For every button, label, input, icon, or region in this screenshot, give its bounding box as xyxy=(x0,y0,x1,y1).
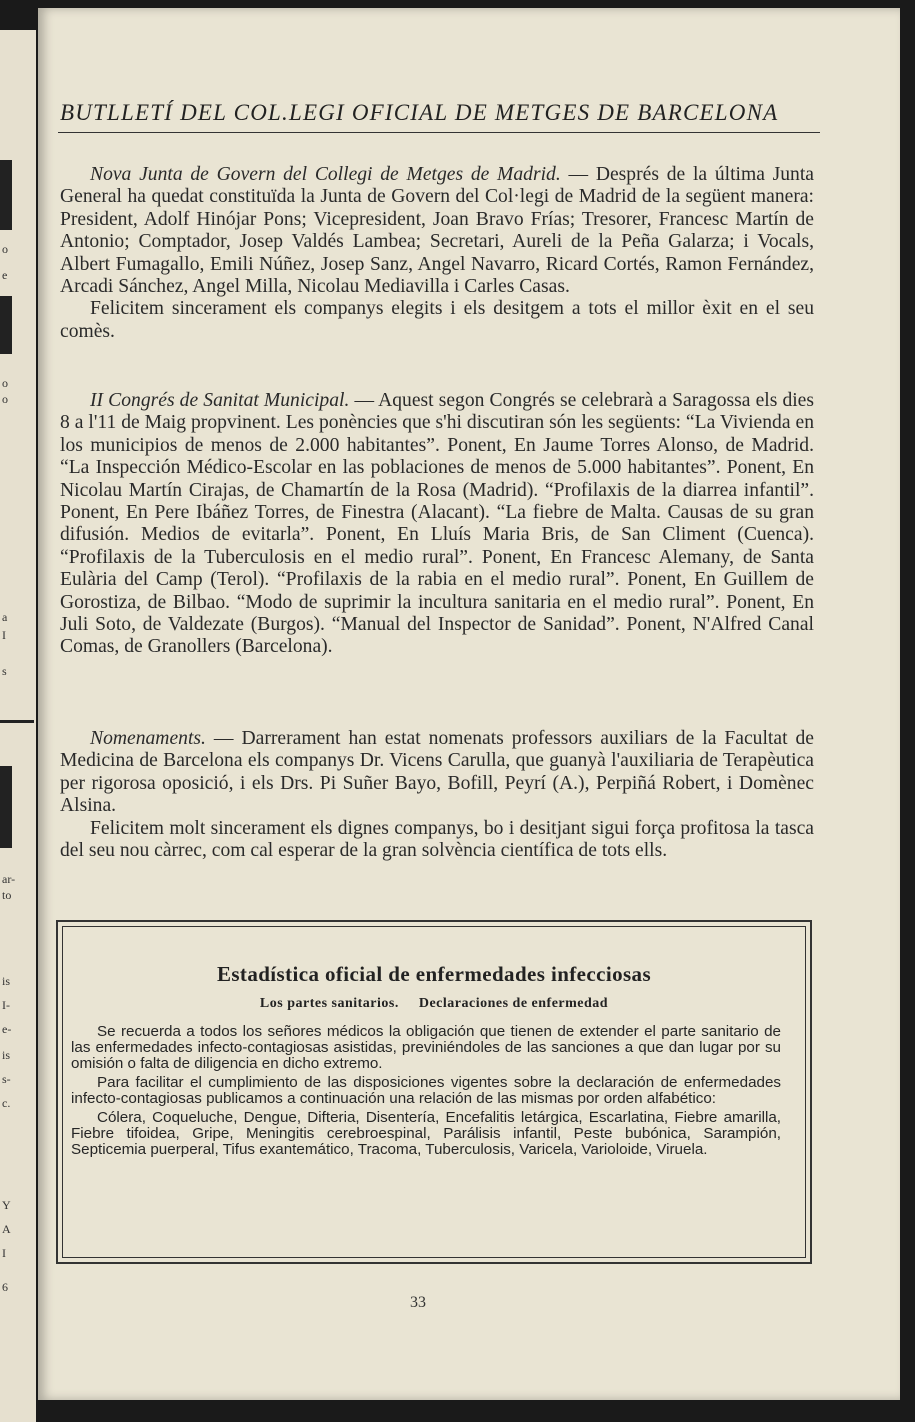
article-title: Nova Junta de Govern del Collegi de Metges de Madrid. xyxy=(90,164,561,185)
header-rule xyxy=(58,132,820,133)
article-paragraph: Felicitem molt sincerament els dignes companys, bo i desitjant sigui força profitosa la tasca del seu nou càrrec, com cal esperar de la gran solvència científica de tots ells. xyxy=(60,817,814,862)
prev-page-fragment: I xyxy=(2,628,6,642)
prev-page-fragment: is xyxy=(2,974,11,988)
prev-page-ink-block xyxy=(0,766,12,848)
article-text: — Darrerament han estat nomenats professors auxiliars de la Facultat de Medicina de Barcelona els companys Dr. Vicens Carulla, que guanyà l'auxiliaria de Terapèutica per rigorosa oposició, i els Drs. Pi Suñer Bayo, Bofill, Peyrí (A.), Perpiñá Robert, i Domènec Alsina. xyxy=(60,728,814,817)
article-title: II Congrés de Sanitat Municipal. xyxy=(90,390,350,411)
previous-page-margin xyxy=(0,30,36,1422)
prev-page-fragment: A xyxy=(2,1222,11,1236)
notice-paragraph: Para facilitar el cumplimiento de las disposiciones vigentes sobre la declaración de enfermedades infecto-contagiosas publicamos a continuación una relación de las mismas por orden alfabético: xyxy=(71,1074,781,1107)
notice-body xyxy=(71,1024,781,1161)
notice-subtitle-right: Declaraciones de enfermedad xyxy=(418,996,609,1011)
prev-page-fragment: e xyxy=(2,268,8,282)
article-paragraph xyxy=(60,164,814,298)
prev-page-ink-block xyxy=(0,296,12,354)
prev-page-fragment: to xyxy=(2,888,12,902)
prev-page-fragment: ar- xyxy=(2,872,16,886)
article-congress xyxy=(60,390,814,659)
prev-page-ink-block xyxy=(0,160,12,230)
article-paragraph xyxy=(60,728,814,818)
prev-page-fragment: c. xyxy=(2,1096,11,1110)
notice-subtitle-left: Los partes sanitarios. xyxy=(259,996,399,1011)
notice-paragraph: Se recuerda a todos los señores médicos la obligación que tienen de extender el parte sanitario de las enfermedades infecto-contagiosas asistidas, previniéndoles de las sanciones a que dan lugar por su omisión o falta de diligencia en dicho extremo. xyxy=(71,1023,781,1072)
article-text: — Aquest segon Congrés se celebrarà a Saragossa els dies 8 a l'11 de Maig propvinent. Les ponències que s'hi discutiran són les següents: “La Vivienda en los municipios de menos de 2.000 habitantes”. Ponent, En Jaume Torres Alonso, de Madrid. “La Inspección Médico-Escolar en las poblaciones de menos de 5.000 habitantes”. Ponent, En Nicolau Martín Cirajas, de Chamartín de la Rosa (Madrid). “Profilaxis de la diarrea infantil”. Ponent, En Pere Ibáñez Torres, de Finestra (Alacant). “La fiebre de Malta. Causas de su gran difusión. Medios de evitarla”. Ponent, En Lluís Maria Bris, de San Climent (Cuenca). “Profilaxis de la Tuberculosis en el medio rural”. Ponent, En Francesc Alemany, de Santa Eulària del Camp (Terol). “Profilaxis de la rabia en el medio rural”. Ponent, En Guillem de Gorostiza, de Bilbao. “Modo de suprimir la incultura sanitaria en el medio rural”. Ponent, En Juli Soto, de Valdezate (Burgos). “Manual del Inspector de Sanidad”. Ponent, N'Alfred Canal Comas, de Granollers (Barcelona). xyxy=(60,390,815,658)
notice-disease-list: Cólera, Coqueluche, Dengue, Difteria, Disentería, Encefalitis letárgica, Escarlatina, Fiebre amarilla, Fiebre tifoidea, Gripe, Meningitis cerebroespinal, Parálisis infantil, Peste bubónica, Sarampión, Septicemia puerperal, Tifus exantemático, Tracoma, Tuberculosis, Varicela, Varioloide, Viruela. xyxy=(71,1109,781,1158)
prev-page-fragment: s- xyxy=(2,1072,11,1086)
bulletin-page xyxy=(38,8,900,1400)
prev-page-fragment: o xyxy=(2,376,8,390)
prev-page-fragment: I xyxy=(2,1246,6,1260)
article-appointments xyxy=(60,728,814,862)
prev-page-fragment: e- xyxy=(2,1022,12,1036)
prev-page-fragment: o xyxy=(2,242,8,256)
notice-title: Estadística oficial de enfermedades infecciosas xyxy=(216,962,652,986)
article-text: — Després de la última Junta General ha quedat constituïda la Junta de Govern del Col·legi de Madrid de la següent manera: President, Adolf Hinójar Pons; Vicepresident, Joan Bravo Frías; Tresorer, Francesc Martín de Antonio; Comptador, Josep Valdés Lambea; Secretari, Aureli de la Peña Galarza; i Vocals, Albert Fumagallo, Emili Núñez, Josep Sanz, Angel Navarro, Ricard Cortés, Ramon Fernández, Arcadi Sánchez, Angel Milla, Nicolau Mediavilla i Carles Casas. xyxy=(60,164,814,298)
prev-page-fragment: o xyxy=(2,392,8,406)
page-number: 33 xyxy=(410,1294,426,1311)
notice-box xyxy=(56,920,812,1264)
article-paragraph: Felicitem sincerament els companys elegits i els desitgem a tots el millor èxit en el seu comès. xyxy=(60,298,814,342)
prev-page-fragment: is xyxy=(2,1048,11,1062)
notice-subtitle xyxy=(58,996,810,1012)
prev-page-fragment: Y xyxy=(2,1198,11,1212)
article-title: Nomenaments. xyxy=(90,728,206,749)
article-paragraph xyxy=(60,390,814,659)
prev-page-rule xyxy=(0,720,34,723)
prev-page-fragment: 6 xyxy=(2,1280,8,1294)
prev-page-fragment: s xyxy=(2,664,7,678)
article-madrid-board xyxy=(60,164,814,343)
prev-page-fragment: a xyxy=(2,610,8,624)
running-header: BUTLLETÍ DEL COL.LEGI OFICIAL DE METGES DE BARCELONA xyxy=(60,100,779,125)
prev-page-fragment: I- xyxy=(2,998,10,1012)
